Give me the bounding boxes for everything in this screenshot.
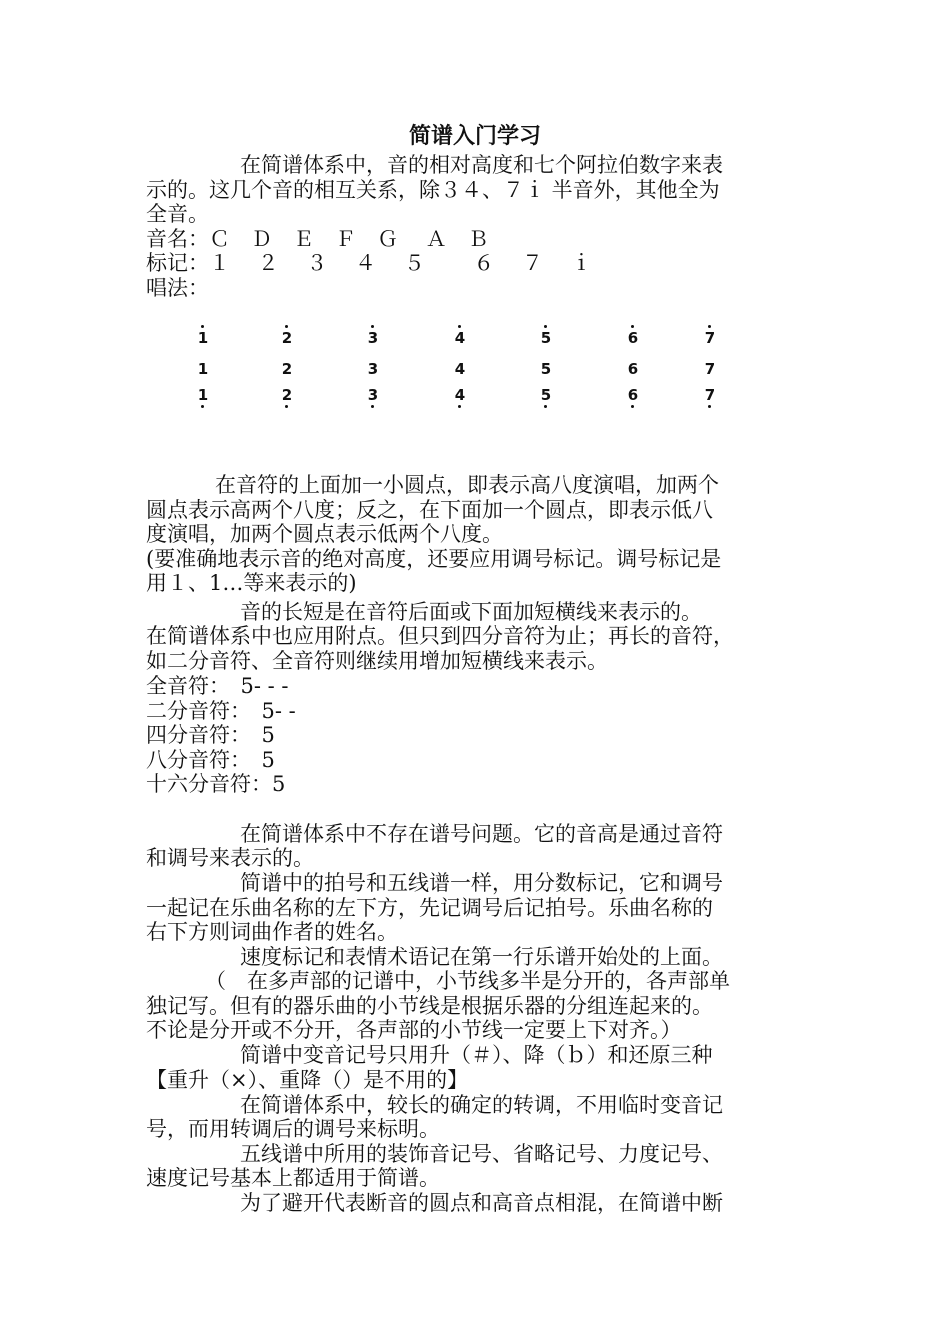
low-octave-dot	[371, 405, 374, 408]
note-digit: 5	[540, 386, 552, 404]
high-octave-dot	[631, 325, 634, 328]
octave-line-5: 用１、1…等来表示的)	[146, 571, 357, 595]
note-high-5	[533, 325, 559, 351]
whole-note-line: 全音符： 5- - -	[146, 674, 289, 698]
paragraph-6-line-1: 在简谱体系中，较长的确定的转调，不用临时变音记	[240, 1093, 723, 1117]
low-octave-dot	[631, 405, 634, 408]
paragraph-2-line-1: 简谱中的拍号和五线谱一样，用分数标记，它和调号	[240, 871, 723, 895]
intro-line-3: 全音。	[146, 202, 209, 226]
sixteenth-note-line: 十六分音符：5	[146, 772, 286, 796]
note-low-2	[274, 382, 300, 408]
low-octave-dot	[708, 405, 711, 408]
note-high-3	[360, 325, 386, 351]
half-note-line: 二分音符： 5- -	[146, 699, 296, 723]
notation-row-low	[190, 382, 750, 408]
note-digit: 2	[281, 329, 293, 347]
low-octave-dot	[458, 405, 461, 408]
note-high-4	[447, 325, 473, 351]
note-digit: 4	[454, 386, 466, 404]
notation-row-high	[190, 325, 750, 351]
note-mid-6: 6	[627, 360, 639, 378]
paragraph-7-line-1: 五线谱中所用的装饰音记号、省略记号、力度记号、	[240, 1142, 723, 1166]
eighth-note-line: 八分音符： 5	[146, 748, 275, 772]
octave-line-3: 度演唱，加两个圆点表示低两个八度。	[146, 522, 503, 546]
high-octave-dot	[371, 325, 374, 328]
quarter-note-line: 四分音符： 5	[146, 723, 275, 747]
note-low-4	[447, 382, 473, 408]
intro-line-2: 示的。这几个音的相互关系，除３４、７ｉ 半音外，其他全为	[146, 178, 720, 202]
note-digit: 2	[281, 386, 293, 404]
duration-line-3: 如二分音符、全音符则继续用增加短横线来表示。	[146, 649, 608, 673]
low-octave-dot	[201, 405, 204, 408]
duration-line-1: 音的长短是在音符后面或下面加短横线来表示的。	[240, 600, 702, 624]
high-octave-dot	[201, 325, 204, 328]
paragraph-6-line-2: 号，而用转调后的调号来标明。	[146, 1117, 440, 1141]
paragraph-4-line-3: 不论是分开或不分开，各声部的小节线一定要上下对齐。）	[146, 1018, 682, 1042]
note-digit: 7	[704, 386, 716, 404]
note-digit: 5	[540, 329, 552, 347]
note-digit: 1	[197, 386, 209, 404]
duration-line-2: 在简谱体系中也应用附点。但只到四分音符为止；再长的音符，	[146, 624, 734, 648]
page-title: 简谱入门学习	[408, 123, 541, 149]
paragraph-8: 为了避开代表断音的圆点和高音点相混，在简谱中断	[240, 1191, 723, 1215]
paragraph-7-line-2: 速度记号基本上都适用于简谱。	[146, 1166, 440, 1190]
paragraph-1-line-1: 在简谱体系中不存在谱号问题。它的音高是通过音符	[240, 822, 723, 846]
octave-line-4: (要准确地表示音的绝对高度，还要应用调号标记。调号标记是	[146, 547, 722, 571]
note-high-2	[274, 325, 300, 351]
paragraph-5-line-1: 简谱中变音记号只用升（＃）、降（ｂ）和还原三种	[240, 1043, 713, 1067]
note-high-6	[620, 325, 646, 351]
intro-line-1: 在简谱体系中，音的相对高度和七个阿拉伯数字来表	[240, 153, 723, 177]
note-low-3	[360, 382, 386, 408]
octave-line-1: 在音符的上面加一小圆点，即表示高八度演唱，加两个	[215, 473, 719, 497]
note-digit: 1	[197, 329, 209, 347]
note-mid-5: 5	[540, 360, 552, 378]
note-mid-4: 4	[454, 360, 466, 378]
note-digit: 4	[454, 329, 466, 347]
note-low-7	[697, 382, 723, 408]
paragraph-4-line-1: （ 在多声部的记谱中，小节线多半是分开的，各声部单	[205, 969, 730, 993]
note-low-5	[533, 382, 559, 408]
high-octave-dot	[708, 325, 711, 328]
paragraph-5-line-2: 【重升（×）、重降（）是不用的】	[146, 1068, 469, 1092]
low-octave-dot	[544, 405, 547, 408]
high-octave-dot	[544, 325, 547, 328]
paragraph-3: 速度标记和表情术语记在第一行乐谱开始处的上面。	[240, 945, 723, 969]
note-high-1	[190, 325, 216, 351]
note-digit: 6	[627, 386, 639, 404]
note-high-7	[697, 325, 723, 351]
note-mid-1: 1	[197, 360, 209, 378]
notation-row-middle	[190, 356, 750, 382]
note-digit: 3	[367, 386, 379, 404]
note-mid-2: 2	[281, 360, 293, 378]
note-digit: 3	[367, 329, 379, 347]
note-marks-line: 标记：１ ２ ３ ４ ５ ６ ７ ｉ	[146, 251, 592, 275]
low-octave-dot	[285, 405, 288, 408]
octave-notation-chart	[190, 325, 750, 415]
singing-label: 唱法：	[146, 276, 209, 300]
note-names-line: 音名：Ｃ Ｄ Ｅ Ｆ Ｇ Ａ Ｂ	[146, 227, 489, 251]
note-low-6	[620, 382, 646, 408]
high-octave-dot	[458, 325, 461, 328]
note-mid-3: 3	[367, 360, 379, 378]
note-low-1	[190, 382, 216, 408]
paragraph-2-line-3: 右下方则词曲作者的姓名。	[146, 920, 398, 944]
paragraph-2-line-2: 一起记在乐曲名称的左下方，先记调号后记拍号。乐曲名称的	[146, 896, 713, 920]
paragraph-1-line-2: 和调号来表示的。	[146, 846, 314, 870]
octave-line-2: 圆点表示高两个八度；反之，在下面加一个圆点，即表示低八	[146, 498, 713, 522]
note-digit: 6	[627, 329, 639, 347]
paragraph-4-line-2: 独记写。但有的器乐曲的小节线是根据乐器的分组连起来的。	[146, 994, 713, 1018]
note-digit: 7	[704, 329, 716, 347]
note-mid-7: 7	[704, 360, 716, 378]
high-octave-dot	[285, 325, 288, 328]
